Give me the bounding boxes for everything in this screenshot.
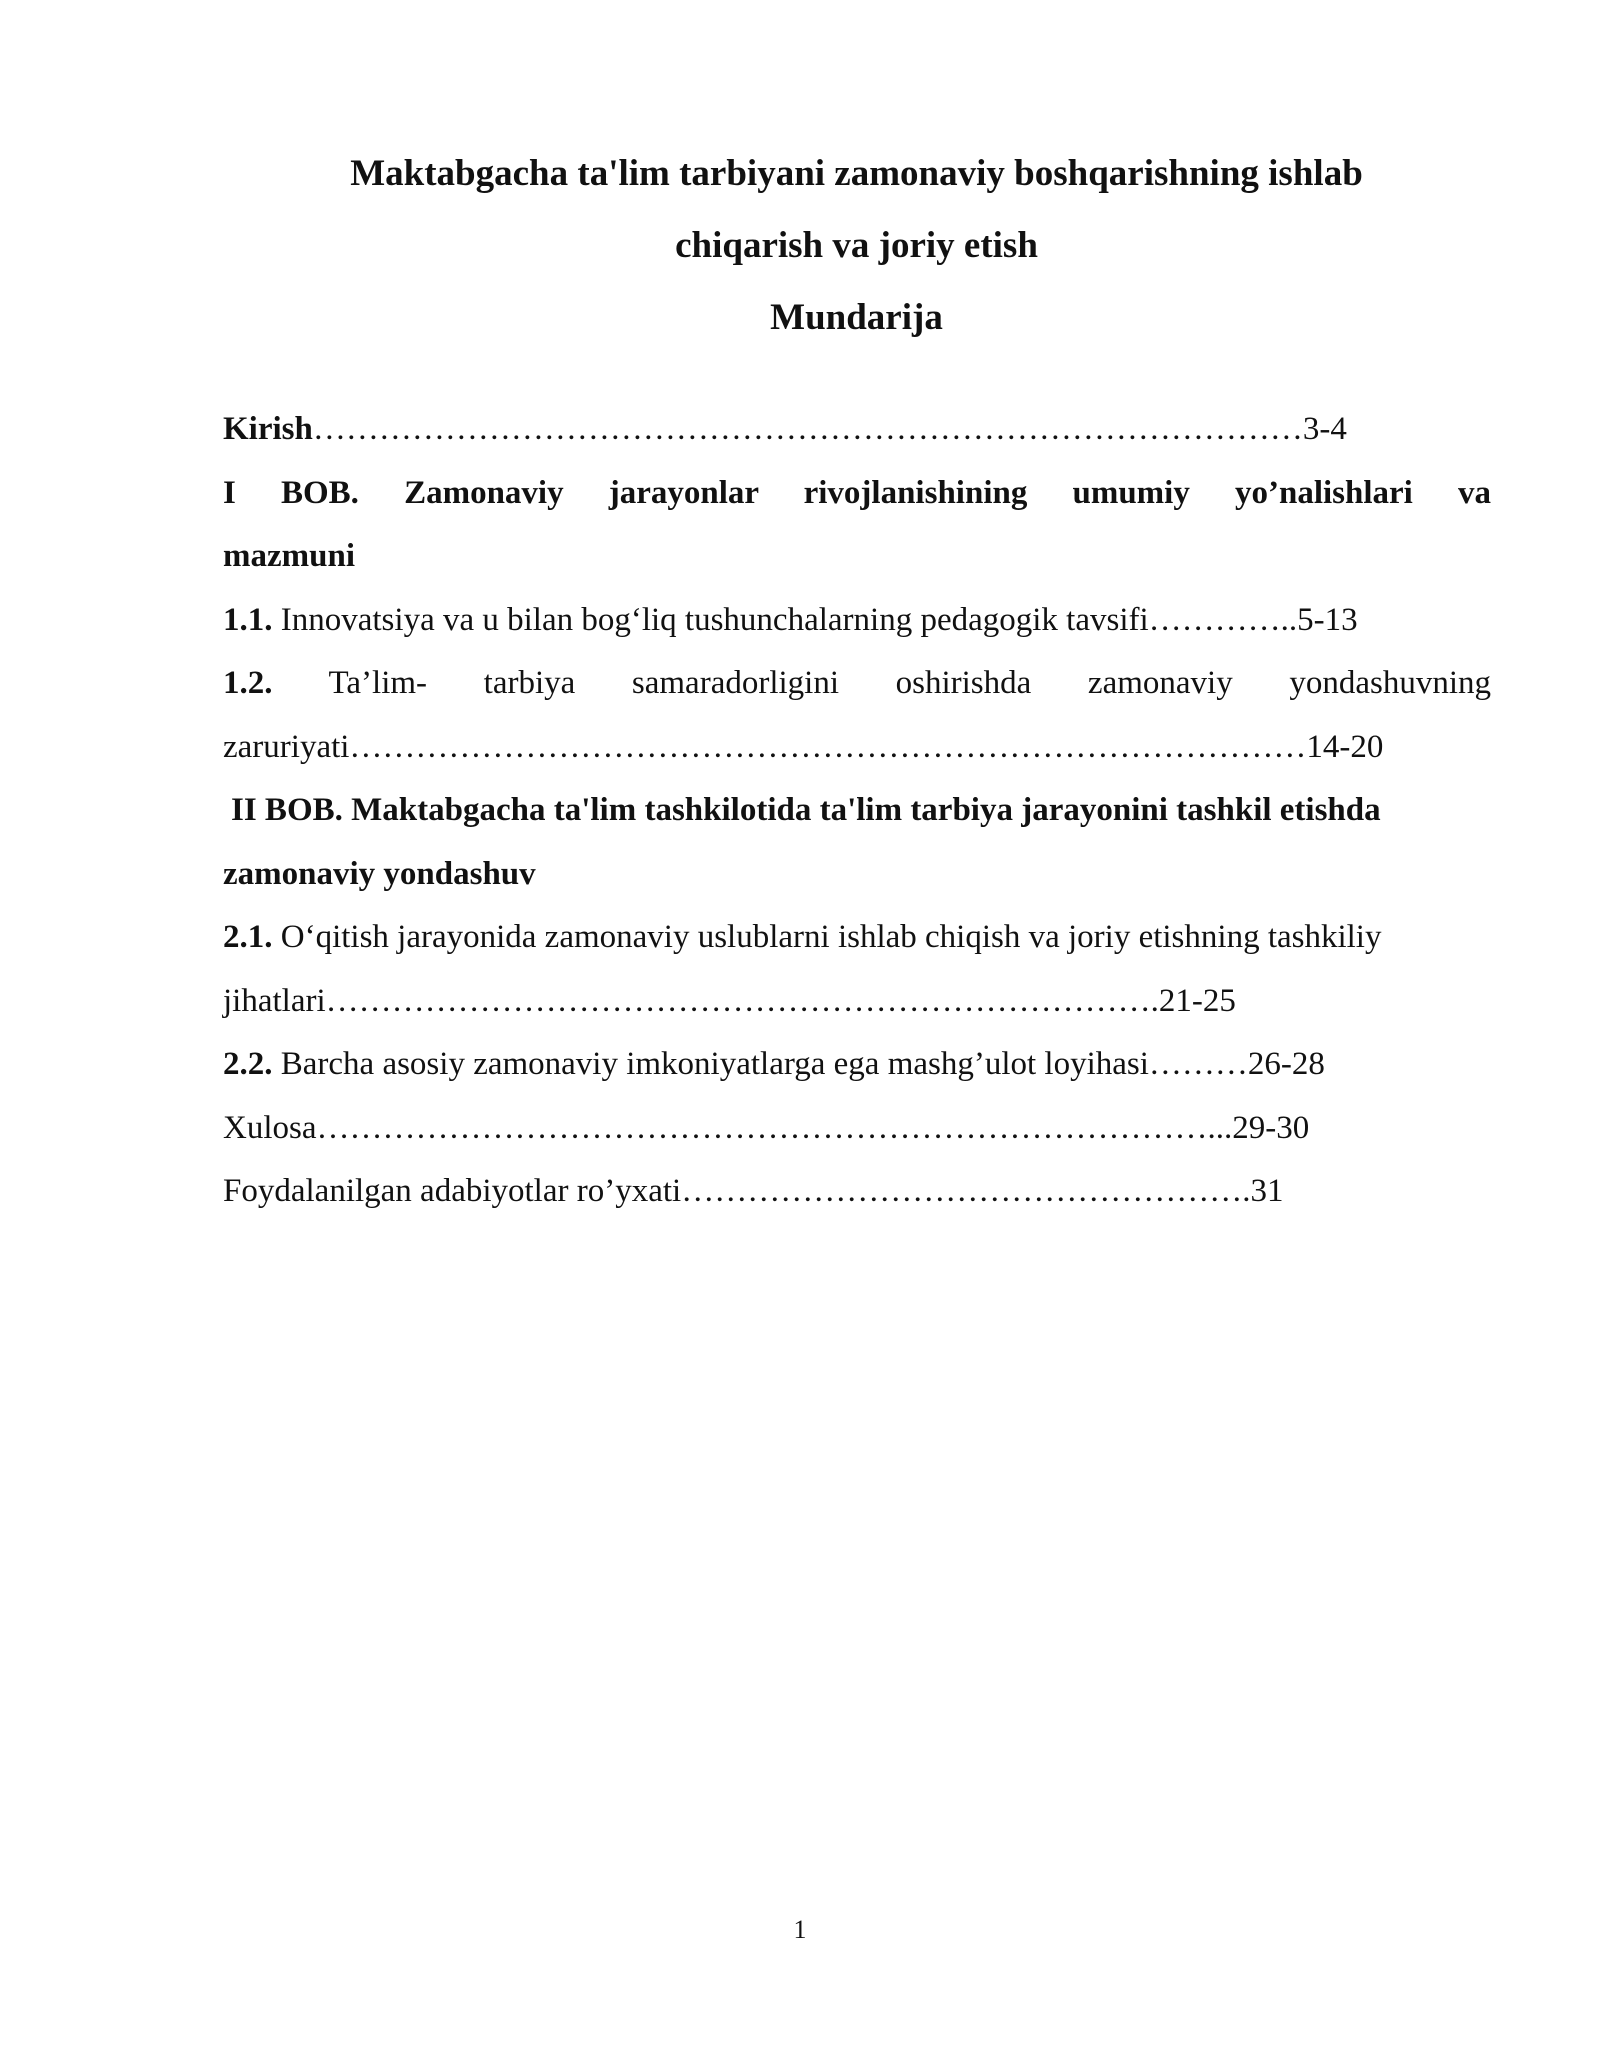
toc-1-2-number: 1.2.: [223, 665, 273, 701]
toc-1-2-text: Ta’lim- tarbiya samaradorligini oshirishda zamonaviy yondashuvning: [272, 665, 1491, 701]
toc-chapter-2-line-1: II BOB. Maktabgacha ta'lim tashkilotida ta'lim tarbiya jarayonini tashkil etishda: [231, 792, 1381, 828]
toc-chapter-1-line-1: I BOB. Zamonaviy jarayonlar rivojlanishining umumiy yo’nalishlari va: [223, 474, 1491, 511]
document-title-line-2: chiqarish va joriy etish: [675, 225, 1038, 266]
document-title-line-1: Maktabgacha ta'lim tarbiyani zamonaviy boshqarishning ishlab: [350, 153, 1363, 194]
toc-entry-1-1: [223, 589, 1491, 653]
toc-entry-adabiyotlar: Foydalanilgan adabiyotlar ro’yxati…………………………………………….31: [223, 1173, 1284, 1209]
toc-entry-2-1-line-1: [223, 906, 1491, 970]
toc-entry-2-2: [223, 1033, 1491, 1097]
toc-entry-1-2-line-2: zaruriyati……………………………………………………………………………14-20: [223, 728, 1384, 765]
toc-2-2-text: Barcha asosiy zamonaviy imkoniyatlarga ega mashg’ulot loyihasi………26-28: [272, 1046, 1325, 1082]
toc-entry-1-2-line-1: [223, 652, 1491, 716]
toc-2-1-text: O‘qitish jarayonida zamonaviy uslublarni ishlab chiqish va joriy etishning tashkiliy: [272, 919, 1382, 955]
page-number: 1: [793, 1915, 807, 1944]
toc-entry-xulosa: Xulosa………………………………………………………………………...29-30: [223, 1109, 1310, 1146]
toc-kirish-leader: ………………………………………………………………………………3-4: [312, 411, 1347, 447]
toc-1-1-text: Innovatsiya va u bilan bog‘liq tushunchalarning pedagogik tavsifi…………..5-13: [272, 601, 1358, 638]
toc-kirish-label: Kirish: [223, 411, 313, 447]
toc-entry-kirish: [223, 398, 1491, 462]
contents-heading: Mundarija: [770, 297, 943, 338]
toc-chapter-2-line-2: zamonaviy yondashuv: [223, 855, 536, 892]
toc-1-1-number: 1.1.: [223, 601, 273, 638]
toc-2-2-number: 2.2.: [223, 1046, 273, 1082]
toc-2-1-number: 2.1.: [223, 919, 273, 955]
toc-chapter-1-line-2: mazmuni: [223, 538, 355, 574]
table-of-contents: [223, 398, 1491, 1224]
toc-entry-2-1-line-2: jihatlari………………………………………………………………….21-25: [223, 982, 1236, 1019]
